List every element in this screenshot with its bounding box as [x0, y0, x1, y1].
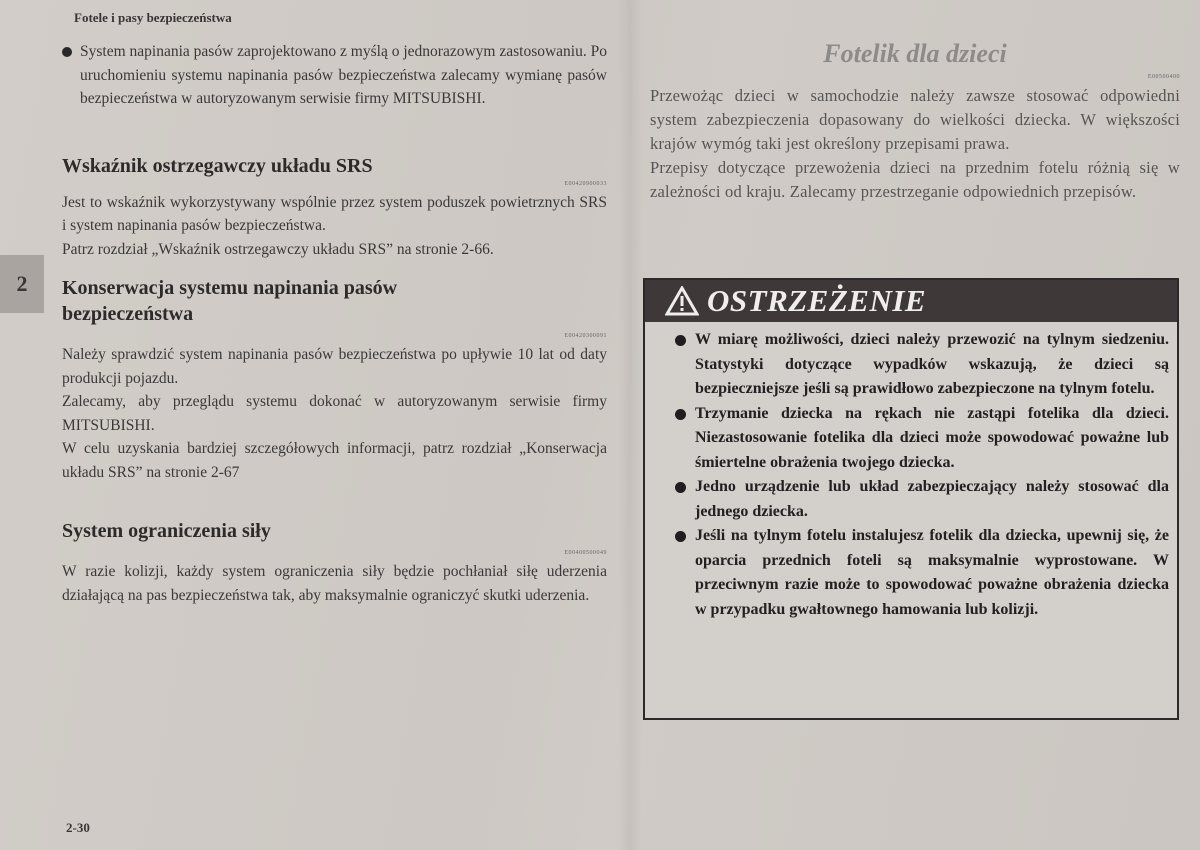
- warning-triangle-icon: [665, 286, 699, 316]
- section-code: E00400500049: [564, 550, 607, 556]
- section-paragraph: Jest to wskaźnik wykorzystywany wspólnie przez system poduszek powietrznych SRS i system napinania pasów bezpieczeństwa.: [62, 193, 607, 234]
- section-title: Wskaźnik ostrzegawczy układu SRS: [62, 154, 373, 177]
- warning-item: Jeśli na tylnym fotelu instalujesz fotelik dla dziecka, upewnij się, że oparcia przednich foteli są maksymalnie wyprostowane. W przeciwnym razie może to spowodować poważne obrażenia dziecka w przypadku gwałtownego hamowania lub kolizji.: [695, 524, 1169, 622]
- right-paragraph: Przewożąc dzieci w samochodzie należy zawsze stosować odpowiedni system zabezpieczenia dopasowany do wielkości dziecka. W większości krajów wymóg taki jest określony przepisami prawa.: [650, 86, 1180, 153]
- right-paragraph: Przepisy dotyczące przewożenia dzieci na przednim fotelu różnią się w zależności od kraju. Zalecamy przestrzeganie odpowiednich przepisów.: [650, 158, 1180, 201]
- section-code: E00420300091: [564, 333, 607, 339]
- warning-item: W miarę możliwości, dzieci należy przewozić na tylnym siedzeniu. Statystyki dotyczące wypadków wskazują, że dzieci są bezpieczniejsze jeśli są prawidłowo zabezpieczone na tylnym fotelu.: [695, 328, 1169, 402]
- page-spine: [618, 0, 642, 850]
- warning-title: OSTRZEŻENIE: [707, 283, 927, 318]
- section-title: System ograniczenia siły: [62, 520, 271, 542]
- bullet-icon: [675, 531, 686, 542]
- warning-item: Jedno urządzenie lub układ zabezpieczający należy stosować dla jednego dziecka.: [695, 475, 1169, 524]
- warning-body: [645, 322, 1177, 622]
- bullet-icon: [62, 47, 72, 57]
- section-code: E00420900033: [564, 180, 607, 187]
- right-column: [650, 38, 1180, 204]
- warning-item: Trzymanie dziecka na rękach nie zastąpi fotelika dla dzieci. Niezastosowanie fotelika dla dzieci może spowodować poważne lub śmiertelne obrażenia twojego dziecka.: [695, 402, 1169, 476]
- section-code: E00500400: [1147, 74, 1180, 80]
- page-number: 2-30: [66, 820, 90, 835]
- section-paragraph: Należy sprawdzić system napinania pasów bezpieczeństwa po upływie 10 lat od daty produkcji pojazdu.: [62, 346, 607, 387]
- bullet-icon: [675, 335, 686, 346]
- section-paragraph: W razie kolizji, każdy system ograniczenia siły będzie pochłaniał siłę uderzenia działającą na pas bezpieczeństwa tak, aby maksymalnie ograniczyć skutki uderzenia.: [62, 563, 607, 604]
- right-title: Fotelik dla dzieci: [823, 39, 1007, 68]
- section-paragraph: W celu uzyskania bardziej szczegółowych informacji, patrz rozdział „Konserwacja układu SRS” na stronie 2-67: [62, 440, 607, 481]
- warning-box: [643, 278, 1179, 720]
- section-title: Konserwacja systemu napinania pasów bezpieczeństwa: [62, 277, 398, 325]
- section-paragraph: Zalecamy, aby przeglądu systemu dokonać w autoryzowanym serwisie firmy MITSUBISHI.: [62, 393, 607, 434]
- warning-header: [645, 280, 1177, 322]
- running-header: Fotele i pasy bezpieczeństwa: [74, 10, 232, 25]
- chapter-tab: 2: [0, 255, 44, 313]
- bullet-paragraph: System napinania pasów zaprojektowano z myślą o jednorazowym zastosowaniu. Po uruchomieniu systemu napinania pasów bezpieczeństwa zalecamy wymianę pasów bezpieczeństwa w autoryzowanym serwisie firmy MITSUBISHI.: [32, 40, 607, 111]
- bullet-icon: [675, 409, 686, 420]
- left-column: [62, 40, 607, 607]
- bullet-icon: [675, 482, 686, 493]
- section-paragraph: Patrz rozdział „Wskaźnik ostrzegawczy układu SRS” na stronie 2-66.: [62, 240, 494, 258]
